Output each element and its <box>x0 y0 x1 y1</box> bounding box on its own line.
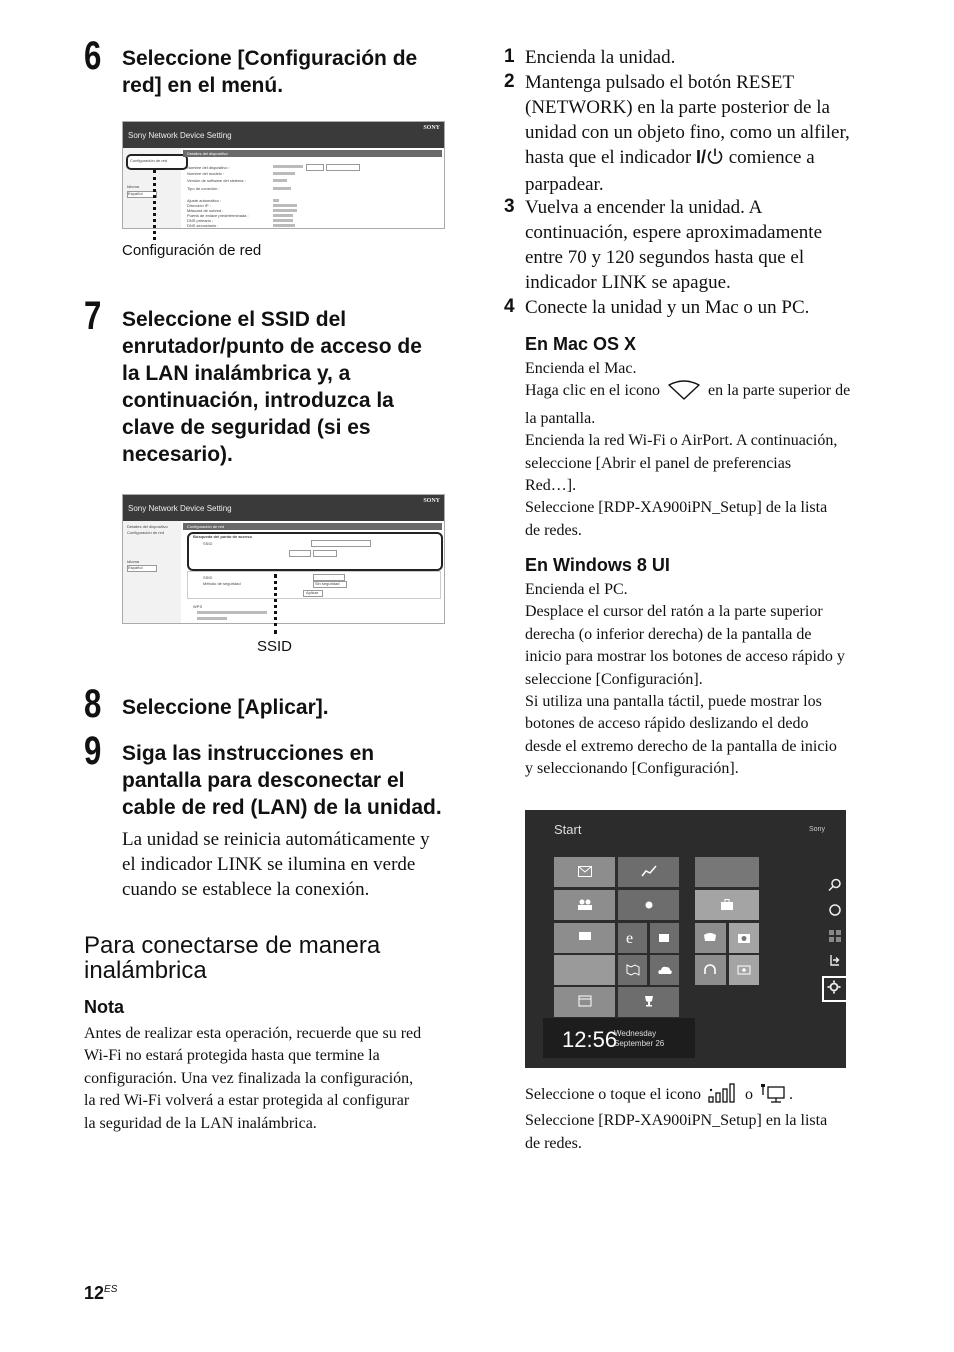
tile-music <box>695 955 726 985</box>
tile-skydrive <box>650 955 679 985</box>
list-number-3: 3 <box>504 196 515 217</box>
screenshot-header: Configuración de red <box>183 523 442 530</box>
tile-people <box>554 890 615 920</box>
tile-messaging <box>554 923 615 953</box>
screenshot-sidebar: Detalles del dispositivo Configuración de red Idioma Español <box>123 521 181 623</box>
mac-section-title: En Mac OS X <box>525 334 637 354</box>
svg-text:e: e <box>626 930 634 944</box>
note-body: Antes de realizar esta operación, recuerde que su red Wi-Fi no estará protegida hasta que termine la configuración. Una vez finalizada la configuración, la red Wi-Fi volverá a estar protegida al configurar la seguridad de la LAN inalámbrica. <box>84 1025 422 1132</box>
step-7-caption: SSID <box>257 638 293 655</box>
tile-travel <box>695 890 759 920</box>
tile-camera <box>729 923 759 953</box>
step-6-caption: Configuración de red <box>122 242 262 259</box>
step-7-title: Seleccione el SSID del enrutador/punto de acceso de la LAN inalámbrica y, a continuación, introduzca la clave de seguridad (si es necesario). <box>122 308 422 466</box>
step-9-title: Siga las instrucciones en pantalla para desconectar el cable de red (LAN) de la unidad. <box>122 742 442 819</box>
callout-dotted-line <box>274 574 277 634</box>
screenshot-title-bar: Sony Network Device Setting SONY <box>123 495 444 521</box>
step-9-number: 9 <box>84 729 102 773</box>
clock-date: Wednesday September 26 <box>614 1029 665 1048</box>
callout-dotted-line <box>153 170 156 240</box>
note-title: Nota <box>84 997 124 1017</box>
list-item-3: Vuelva a encender la unidad. A continuación, espere aproximadamente entre 70 y 120 segundos hasta que el indicador LINK se apague. <box>525 197 823 293</box>
step-9-body: La unidad se reinicia automáticamente y el indicador LINK se ilumina en verde cuando se establece la conexión. <box>122 829 430 900</box>
start-title: Start <box>554 822 582 837</box>
start-user: Sony <box>809 826 825 833</box>
tile-internet-explorer <box>618 923 647 953</box>
page-number: $12^{ES}$ <box>84 1283 118 1303</box>
devices-icon[interactable] <box>828 953 844 971</box>
network-settings-screenshot: Sony Network Device Setting SONY Configuración de red Idioma Español Detalles del dispositivo Nombre del dispositivo : Nombre del modelo : Versión de software del sistema : Tipo de conexión : Ajuste automático : Dirección IP : Máscara de subred : Puerta de enlace predeterminada : DNS primario : DNS secundario : <box>122 121 445 229</box>
wifi-icon <box>667 380 701 407</box>
tile-photo <box>695 857 759 887</box>
list-item-4: Conecte la unidad y un Mac o un PC. <box>525 297 810 318</box>
windows-section-title: En Windows 8 UI <box>525 555 670 575</box>
step-8-number: 8 <box>84 682 102 726</box>
tile-video <box>729 955 759 985</box>
step-7-number: 7 <box>84 294 102 338</box>
tile-games <box>695 923 726 953</box>
ssid-settings-screenshot: Sony Network Device Setting SONY Detalles del dispositivo Configuración de red Idioma Español Configuración de red Búsqueda del punto de acceso SSID SSID Método de seguridad Sin seguridad Aplicar WPS <box>122 494 445 624</box>
tile-calendar <box>554 987 615 1017</box>
list-item-2: Mantenga pulsado el botón RESET (NETWORK) en la parte posterior de la unidad con un objeto fino, como un alfiler, hasta que el indicador I/ comience a parpadear. <box>525 72 850 195</box>
list-item-1: Encienda la unidad. <box>525 47 676 68</box>
tile-weather <box>618 890 679 920</box>
screenshot-header: Detalles del dispositivo <box>183 150 442 157</box>
screenshot-sidebar: Configuración de red Idioma Español <box>123 148 181 228</box>
share-icon[interactable] <box>828 903 844 921</box>
tile-finance <box>618 857 679 887</box>
gear-icon[interactable] <box>827 980 843 998</box>
tile-sports <box>618 987 679 1017</box>
tile-desktop <box>554 955 615 985</box>
screenshot-title-bar: Sony Network Device Setting SONY <box>123 122 444 148</box>
power-icon <box>706 147 724 172</box>
section-heading-wireless: Para conectarse de manera inalámbrica <box>84 932 381 984</box>
windows-section-body: Encienda el PC. Desplace el cursor del ratón a la parte superior derecha (o inferior derecha) de la pantalla de inicio para mostrar los botones de acceso rápido y seleccione [Configuración]. Si utiliza una pantalla táctil, puede mostrar los botones de acceso rápido deslizando el dedo desde el extremo derecho de la pantalla de inicio y seleccionando [Configuración]. <box>525 581 845 778</box>
final-instructions: Seleccione o toque el icono o . Seleccione [RDP-XA900iPN_Setup] en la lista de redes. <box>525 1083 827 1155</box>
start-icon[interactable] <box>828 929 844 947</box>
list-number-1: 1 <box>504 46 515 67</box>
page-language-code: ES <box>104 1284 118 1295</box>
step-6-title: Seleccione [Configuración de red] en el menú. <box>122 47 418 97</box>
tile-maps <box>618 955 647 985</box>
clock-time: 12:56 <box>562 1027 618 1052</box>
tile-store <box>650 923 679 953</box>
step-8-title: Seleccione [Aplicar]. <box>122 696 329 719</box>
signal-bars-icon <box>708 1083 738 1110</box>
mac-section-body: Encienda el Mac. Haga clic en el icono en la parte superior de la pantalla. Encienda la red Wi-Fi o AirPort. A continuación, seleccione [Abrir el panel de preferencias Red…]. Seleccione [RDP-XA900iPN_Setup] de la lista de redes. <box>525 360 851 539</box>
step-6-number: 6 <box>84 34 102 78</box>
windows-start-screen <box>525 810 846 1068</box>
list-number-2: 2 <box>504 71 515 92</box>
list-number-4: 4 <box>504 296 515 317</box>
power-indicator-label: I/ <box>695 147 706 167</box>
tile-mail <box>554 857 615 887</box>
clock-overlay <box>543 1018 695 1058</box>
search-icon[interactable] <box>828 878 844 896</box>
network-monitor-icon <box>760 1083 786 1110</box>
